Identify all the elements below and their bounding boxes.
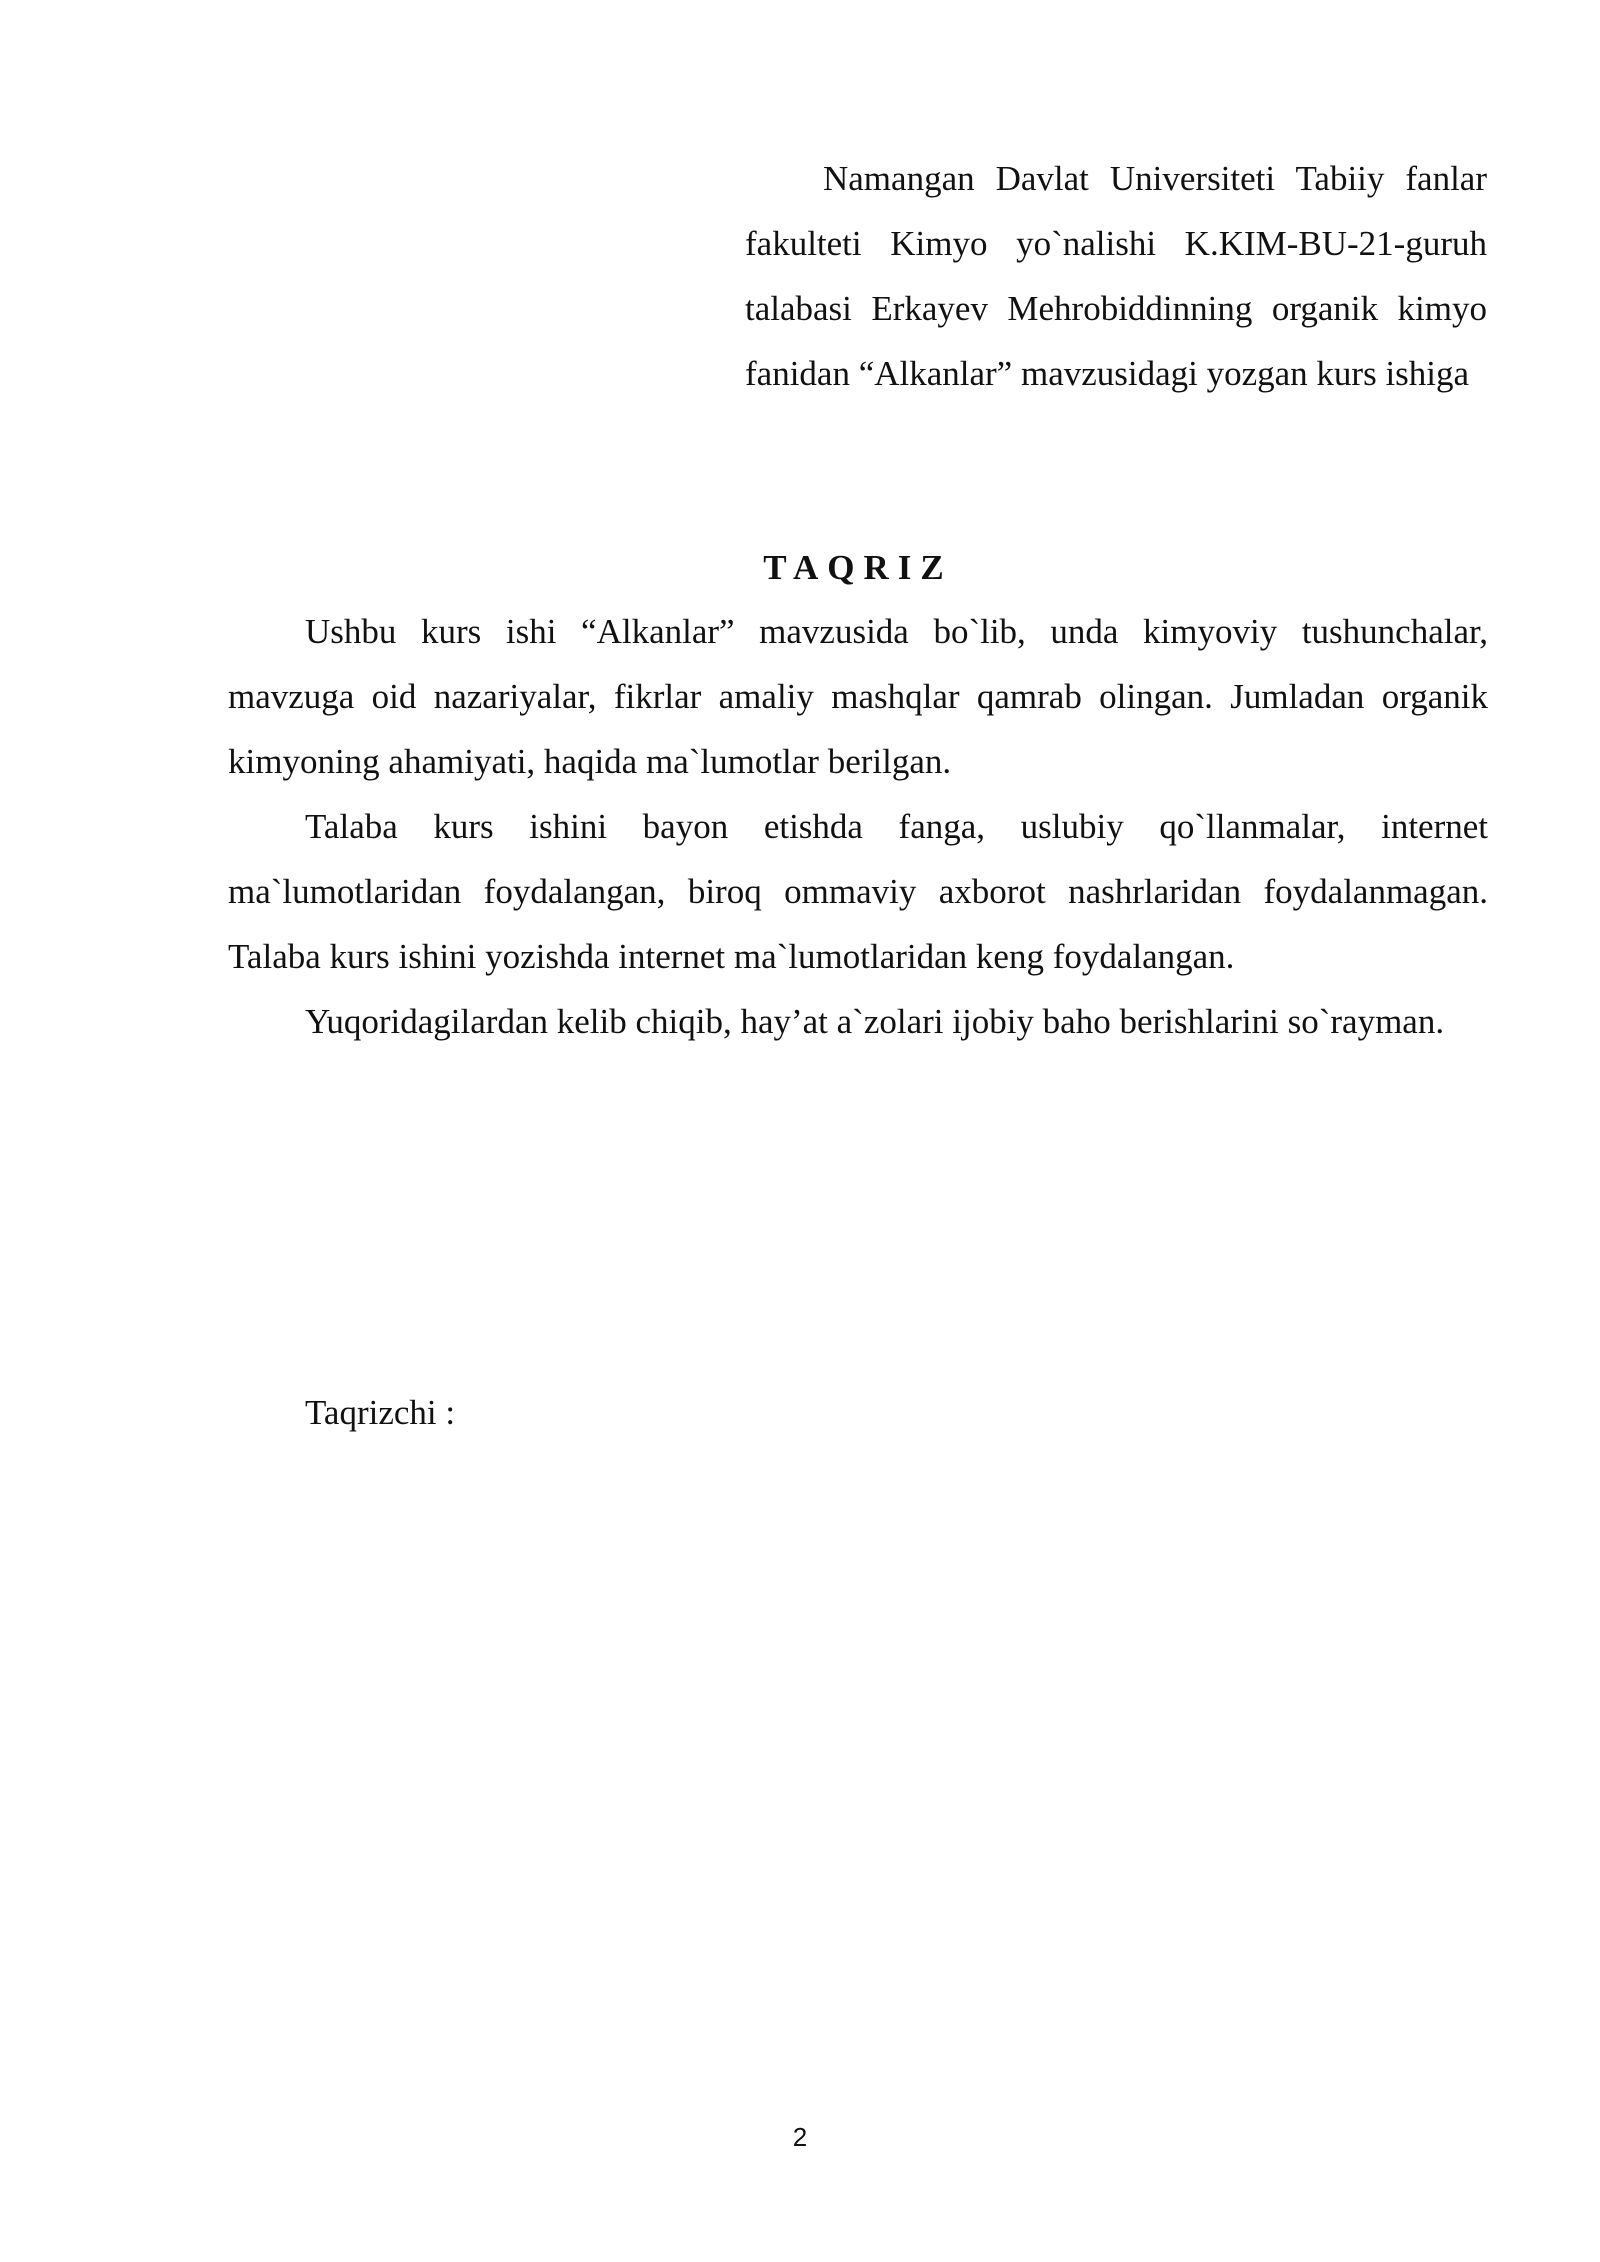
page-number: 2 [792, 2122, 808, 2152]
review-body [228, 599, 1488, 1054]
paragraph-3: Yuqoridagilardan kelib chiqib, hay’at a`zolari ijobiy baho berishlarini so`rayman. [305, 1002, 1445, 1041]
address-block: Namangan Davlat Universiteti Tabiiy fanlar fakulteti Kimyo yo`nalishi K.KIM-BU-21-guruh talabasi Erkayev Mehrobiddinning organik kimyo fanidan “Alkanlar” mavzusidagi yozgan kurs ishiga [745, 159, 1487, 393]
document-title: TAQRIZ [763, 548, 953, 587]
paragraph-1: Ushbu kurs ishi “Alkanlar” mavzusida bo`lib, unda kimyoviy tushunchalar, mavzuga oid nazariyalar, fikrlar amaliy mashqlar qamrab olingan. Jumladan organik kimyoning ahamiyati, haqida ma`lumotlar berilgan. [228, 612, 1488, 781]
paragraph-2: Talaba kurs ishini bayon etishda fanga, uslubiy qo`llanmalar, internet ma`lumotlaridan foydalangan, biroq ommaviy axborot nashrlaridan foydalanmagan. Talaba kurs ishini yozishda internet ma`lumotlaridan keng foydalangan. [228, 807, 1488, 976]
reviewer-signature-label: Taqrizchi : [305, 1393, 456, 1432]
